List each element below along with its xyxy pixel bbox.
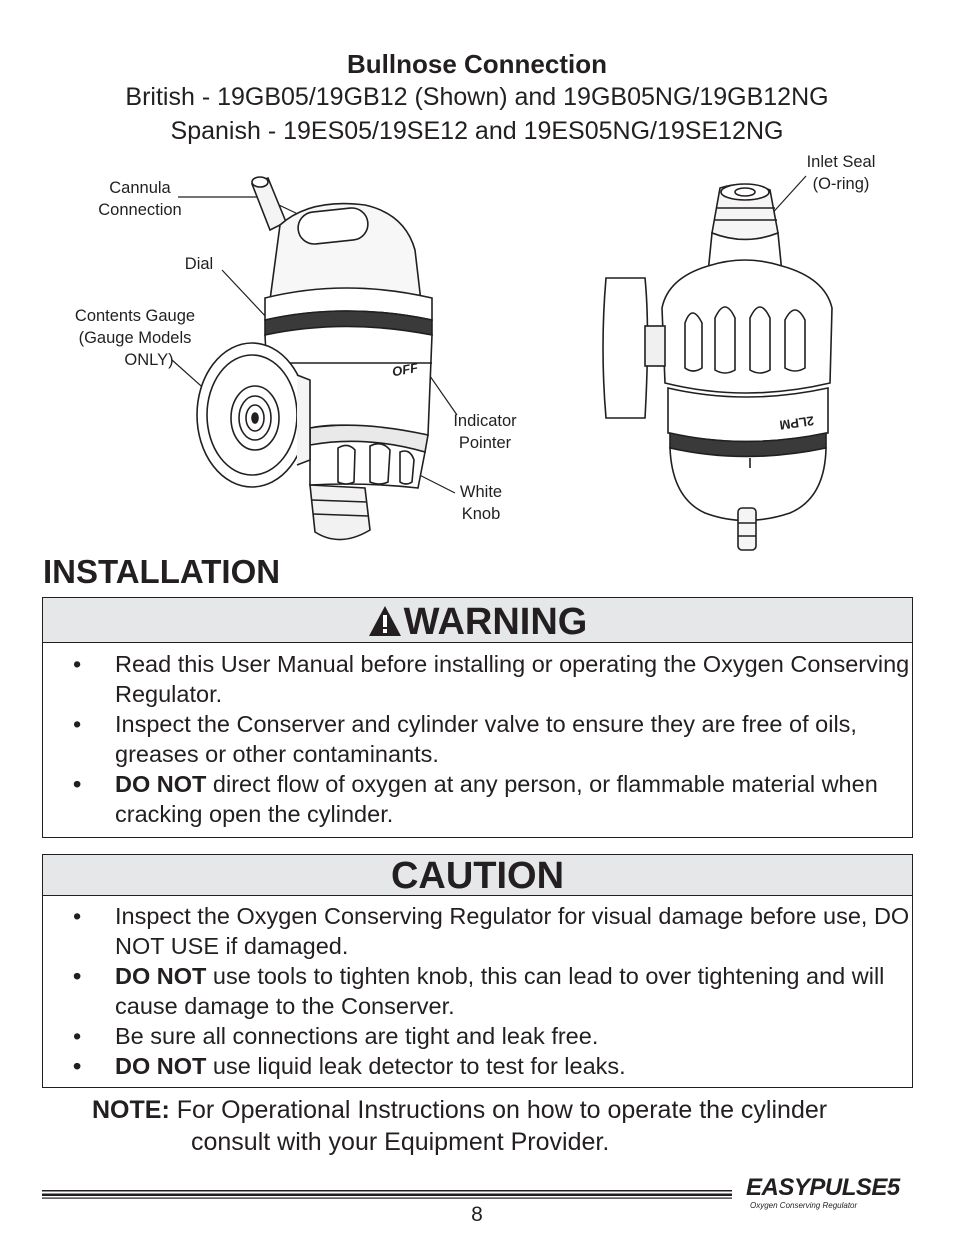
- warning-header: [43, 598, 912, 643]
- label-inlet-seal: Inlet Seal (O-ring): [806, 153, 876, 193]
- section-title: Bullnose Connection: [347, 49, 607, 79]
- warning-triangle-icon: [368, 605, 402, 637]
- caution-item: • Be sure all connections are tight and leak free.: [73, 1023, 599, 1049]
- footer-rule: [42, 1190, 732, 1199]
- caution-item: • DO NOT use liquid leak detector to test for leaks.: [73, 1053, 626, 1079]
- caution-item: • Inspect the Oxygen Conserving Regulator for visual damage before use, DO NOT USE if damaged.: [73, 903, 910, 959]
- warning-list: [43, 643, 912, 837]
- label-dial: Dial: [184, 255, 214, 273]
- note-line1: For Operational Instructions on how to operate the cylinder: [169, 1096, 828, 1124]
- label-white-knob: White Knob: [459, 483, 503, 523]
- label-cannula-connection: Cannula Connection: [98, 179, 182, 219]
- brand-wordmark: EASYPULSE5: [746, 1174, 900, 1201]
- british-models-line: British - 19GB05/19GB12 (Shown) and 19GB05NG/19GB12NG: [125, 83, 829, 111]
- dial-off-marking: OFF: [390, 359, 420, 380]
- brand-logo: [746, 1175, 916, 1211]
- warning-title: WARNING: [403, 601, 588, 643]
- note-paragraph: [92, 1094, 827, 1158]
- note-line2: consult with your Equipment Provider.: [191, 1128, 610, 1156]
- caution-box: [42, 854, 913, 1088]
- regulator-front-illustration: [160, 170, 460, 560]
- warning-item: • Inspect the Conserver and cylinder valve to ensure they are free of oils, greases or other contaminants.: [73, 711, 857, 767]
- regulator-rear-illustration: [590, 178, 850, 563]
- note-label: NOTE:: [92, 1096, 170, 1124]
- installation-heading: INSTALLATION: [43, 553, 281, 590]
- label-contents-gauge: Contents Gauge (Gauge Models ONLY): [74, 307, 196, 369]
- warning-item: • DO NOT direct flow of oxygen at any person, or flammable material when cracking open the cylinder.: [73, 771, 878, 827]
- page-number: 8: [471, 1203, 483, 1226]
- spanish-models-line: Spanish - 19ES05/19SE12 and 19ES05NG/19SE12NG: [170, 117, 784, 145]
- caution-item: • DO NOT use tools to tighten knob, this can lead to over tightening and will cause damage to the Conserver.: [73, 963, 885, 1019]
- brand-tagline: Oxygen Conserving Regulator: [750, 1201, 858, 1210]
- warning-box: [42, 597, 913, 838]
- caution-list: [43, 896, 912, 1087]
- warning-item: • Read this User Manual before installing or operating the Oxygen Conserving Regulator.: [73, 651, 910, 707]
- dial-rate-marking: 2LPM: [778, 413, 815, 433]
- caution-header: CAUTION: [43, 855, 912, 896]
- label-indicator-pointer: Indicator Pointer: [453, 412, 517, 452]
